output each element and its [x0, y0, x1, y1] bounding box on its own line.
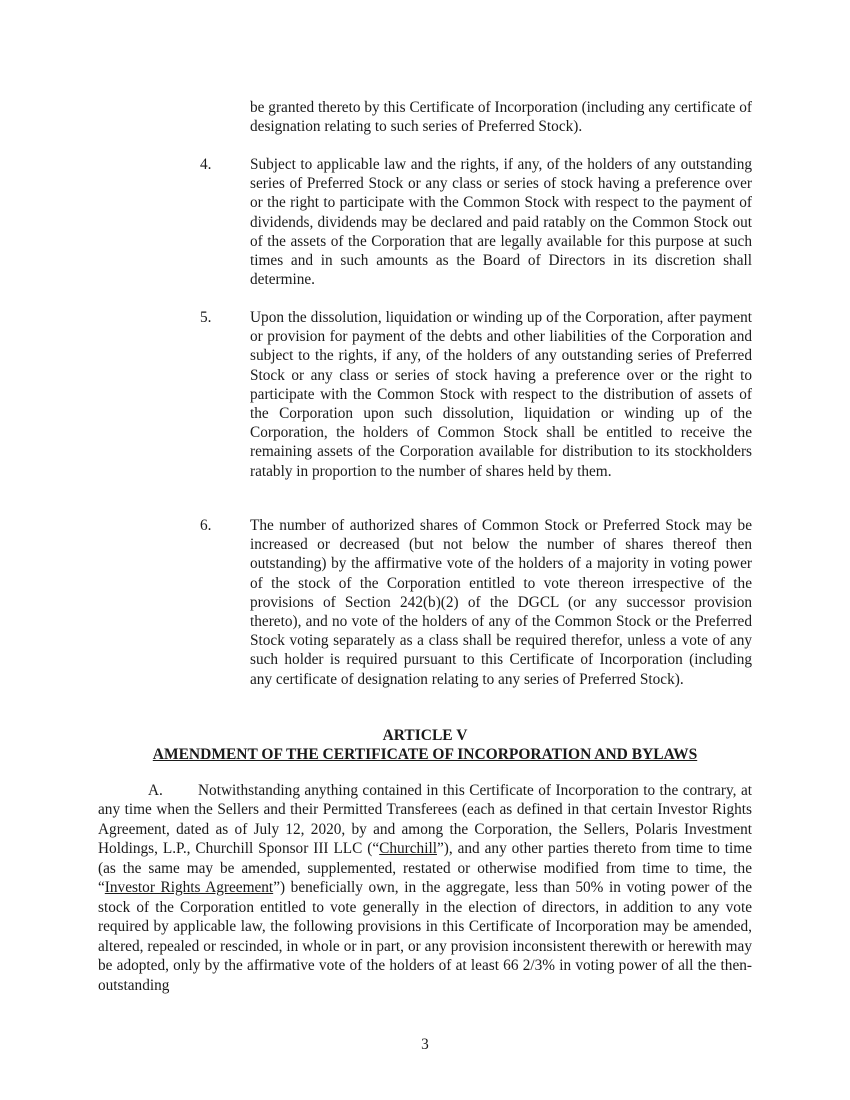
- section-a-text-3: ”) beneficially own, in the aggregate, less than 50% in voting power of the stock of the Corporation entitled to vote generally in the election of directors, in addition to any vote required by applicable law, the following provisions in this Certificate of Incorporation may be amended, altered, repealed or rescinded, in whole or in part, or any provision inconsistent therewith or herewith may be adopted, only by the affirmative vote of the holders of at least 66 2/3% in voting power of all the then-outstanding: [98, 879, 753, 994]
- list-item-4: [200, 155, 752, 289]
- article-title: [0, 745, 850, 764]
- article-number: ARTICLE V: [382, 727, 468, 744]
- page-number: 3: [421, 1036, 429, 1053]
- item-number: 4.: [200, 156, 212, 173]
- section-label: A.: [148, 782, 163, 799]
- item-number: 6.: [200, 517, 212, 534]
- section-a-paragraph: [98, 781, 752, 995]
- continuation-paragraph: be granted thereto by this Certificate of Incorporation (including any certificate of designation relating to such series of Preferred Stock).: [250, 99, 752, 136]
- list-item-5: [200, 308, 752, 481]
- defined-term-churchill: Churchill: [379, 840, 437, 858]
- item-number: 5.: [200, 309, 212, 326]
- list-item-6: [200, 516, 752, 689]
- item-text: Upon the dissolution, liquidation or winding up of the Corporation, after payment or provision for payment of the debts and other liabilities of the Corporation and subject to the rights, if any, of the holders of any outstanding series of Preferred Stock or any class or series of stock having a preference over or the right to participate with the Common Stock with respect to the distribution of assets of the Corporation upon such dissolution, liquidation or winding up of the Corporation, the holders of Common Stock shall be entitled to receive the remaining assets of the Corporation available for distribution to its stockholders ratably in proportion to the number of shares held by them.: [250, 309, 752, 480]
- section-a-text-2: ”), and any other parties thereto from time to time (as the same may be amended, supplemented, restated or otherwise modified from time to time, the “: [98, 840, 752, 897]
- item-text: The number of authorized shares of Common Stock or Preferred Stock may be increased or decreased (but not below the number of shares thereof then outstanding) by the affirmative vote of the holders of a majority in voting power of the stock of the Corporation entitled to vote thereon irrespective of the provisions of Section 242(b)(2) of the DGCL (or any successor provision thereto), and no vote of the holders of any of the Common Stock or the Preferred Stock voting separately as a class shall be required therefor, unless a vote of any such holder is required pursuant to this Certificate of Incorporation (including any certificate of designation relating to any series of Preferred Stock).: [250, 517, 752, 688]
- article-title-text: AMENDMENT OF THE CERTIFICATE OF INCORPORATION AND BYLAWS: [152, 746, 698, 763]
- item-text: Subject to applicable law and the rights, if any, of the holders of any outstanding series of Preferred Stock or any class or series of stock having a preference over or the right to participate with the Common Stock with respect to the payment of dividends, dividends may be declared and paid ratably on the Common Stock out of the assets of the Corporation that are legally available for this purpose at such times and in such amounts as the Board of Directors in its discretion shall determine.: [250, 156, 752, 289]
- defined-term-investor-rights-agreement: Investor Rights Agreement: [104, 879, 274, 897]
- section-a-text-1: Notwithstanding anything contained in this Certificate of Incorporation to the contrary, at any time when the Sellers and their Permitted Transferees (each as defined in that certain Investor Rights Agreement, dated as of July 12, 2020, by and among the Corporation, the Sellers, Polaris Investment Holdings, L.P., Churchill Sponsor III LLC (“: [98, 782, 752, 858]
